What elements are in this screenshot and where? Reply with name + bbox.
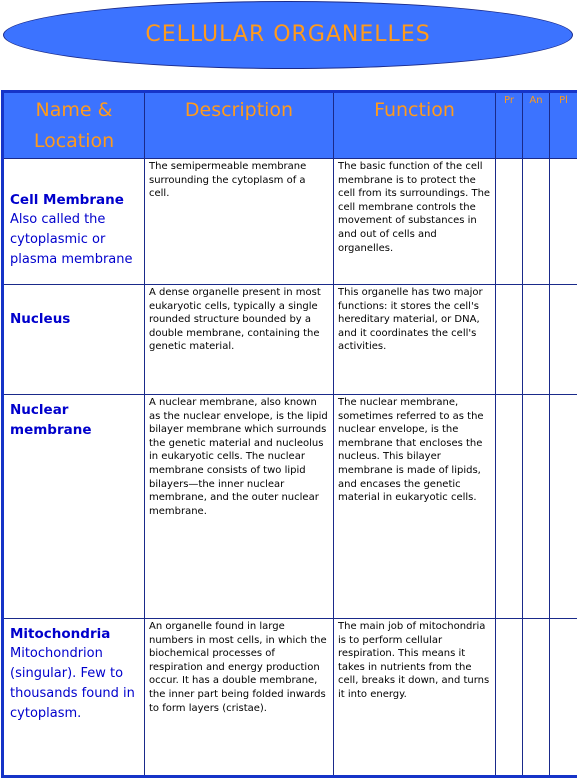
name-cell	[3, 159, 145, 285]
pl-cell	[550, 159, 577, 285]
organelle-function: The basic function of the cell membrane is to protect the cell from its surroundings. The cell membrane controls the movement of substances in and out of cells and organelles.	[338, 161, 491, 254]
pl-cell	[550, 285, 577, 395]
table-row	[3, 159, 577, 285]
header-row	[3, 92, 577, 159]
header-function: Function	[334, 92, 496, 159]
table-row	[3, 395, 577, 619]
pl-cell	[550, 395, 577, 619]
description-cell	[145, 159, 334, 285]
description-cell	[145, 619, 334, 777]
organelle-description: A dense organelle present in most eukaryotic cells, typically a single rounded structure bounded by a double membrane, containing the genetic material.	[149, 287, 321, 353]
header-pl: Pl	[550, 92, 577, 159]
name-cell	[3, 619, 145, 777]
name-cell	[3, 285, 145, 395]
organelle-function: The nuclear membrane, sometimes referred to as the nuclear envelope, is the membrane that encloses the nucleus. This bilayer membrane is made of lipids, and encases the genetic material in eukaryotic cells.	[338, 397, 484, 504]
title-banner	[3, 1, 573, 69]
organelle-function: This organelle has two major functions: it stores the cell's hereditary material, or DNA, and it coordinates the cell's activities.	[338, 287, 483, 353]
function-cell	[334, 619, 496, 777]
header-description: Description	[145, 92, 334, 159]
header-name-location: Name & Location	[3, 92, 145, 159]
function-cell	[334, 285, 496, 395]
an-cell	[523, 395, 550, 619]
organelle-description: The semipermeable membrane surrounding the cytoplasm of a cell.	[149, 161, 307, 200]
table-row	[3, 619, 577, 777]
organelles-table	[1, 90, 577, 778]
an-cell	[523, 159, 550, 285]
page-title: CELLULAR ORGANELLES	[145, 21, 431, 47]
header-pr: Pr	[496, 92, 523, 159]
description-cell	[145, 395, 334, 619]
pr-cell	[496, 159, 523, 285]
organelle-location: Also called the cytoplasmic or plasma membrane	[10, 212, 133, 267]
pr-cell	[496, 619, 523, 777]
an-cell	[523, 285, 550, 395]
organelle-name: Mitochondria	[10, 626, 111, 642]
header-an: An	[523, 92, 550, 159]
organelle-location: Mitochondrion (singular). Few to thousands found in cytoplasm.	[10, 646, 135, 721]
organelle-function: The main job of mitochondria is to perform cellular respiration. This means it takes in nutrients from the cell, breaks it down, and turns it into energy.	[338, 621, 490, 700]
pl-cell	[550, 619, 577, 777]
pr-cell	[496, 395, 523, 619]
organelle-description: A nuclear membrane, also known as the nuclear envelope, is the lipid bilayer membrane which surrounds the genetic material and nucleolus in eukaryotic cells. The nuclear membrane consists of two lipid bilayers—the inner nuclear membrane, and the outer nuclear membrane.	[149, 397, 328, 517]
organelle-name: Nucleus	[10, 311, 71, 327]
description-cell	[145, 285, 334, 395]
organelle-name: Nuclear membrane	[10, 402, 92, 438]
organelle-name: Cell Membrane	[10, 192, 124, 208]
function-cell	[334, 159, 496, 285]
name-cell	[3, 395, 145, 619]
table-row	[3, 285, 577, 395]
function-cell	[334, 395, 496, 619]
an-cell	[523, 619, 550, 777]
organelle-description: An organelle found in large numbers in most cells, in which the biochemical processes of respiration and energy production occur. It has a double membrane, the inner part being folded inwards to form layers (cristae).	[149, 621, 327, 714]
pr-cell	[496, 285, 523, 395]
